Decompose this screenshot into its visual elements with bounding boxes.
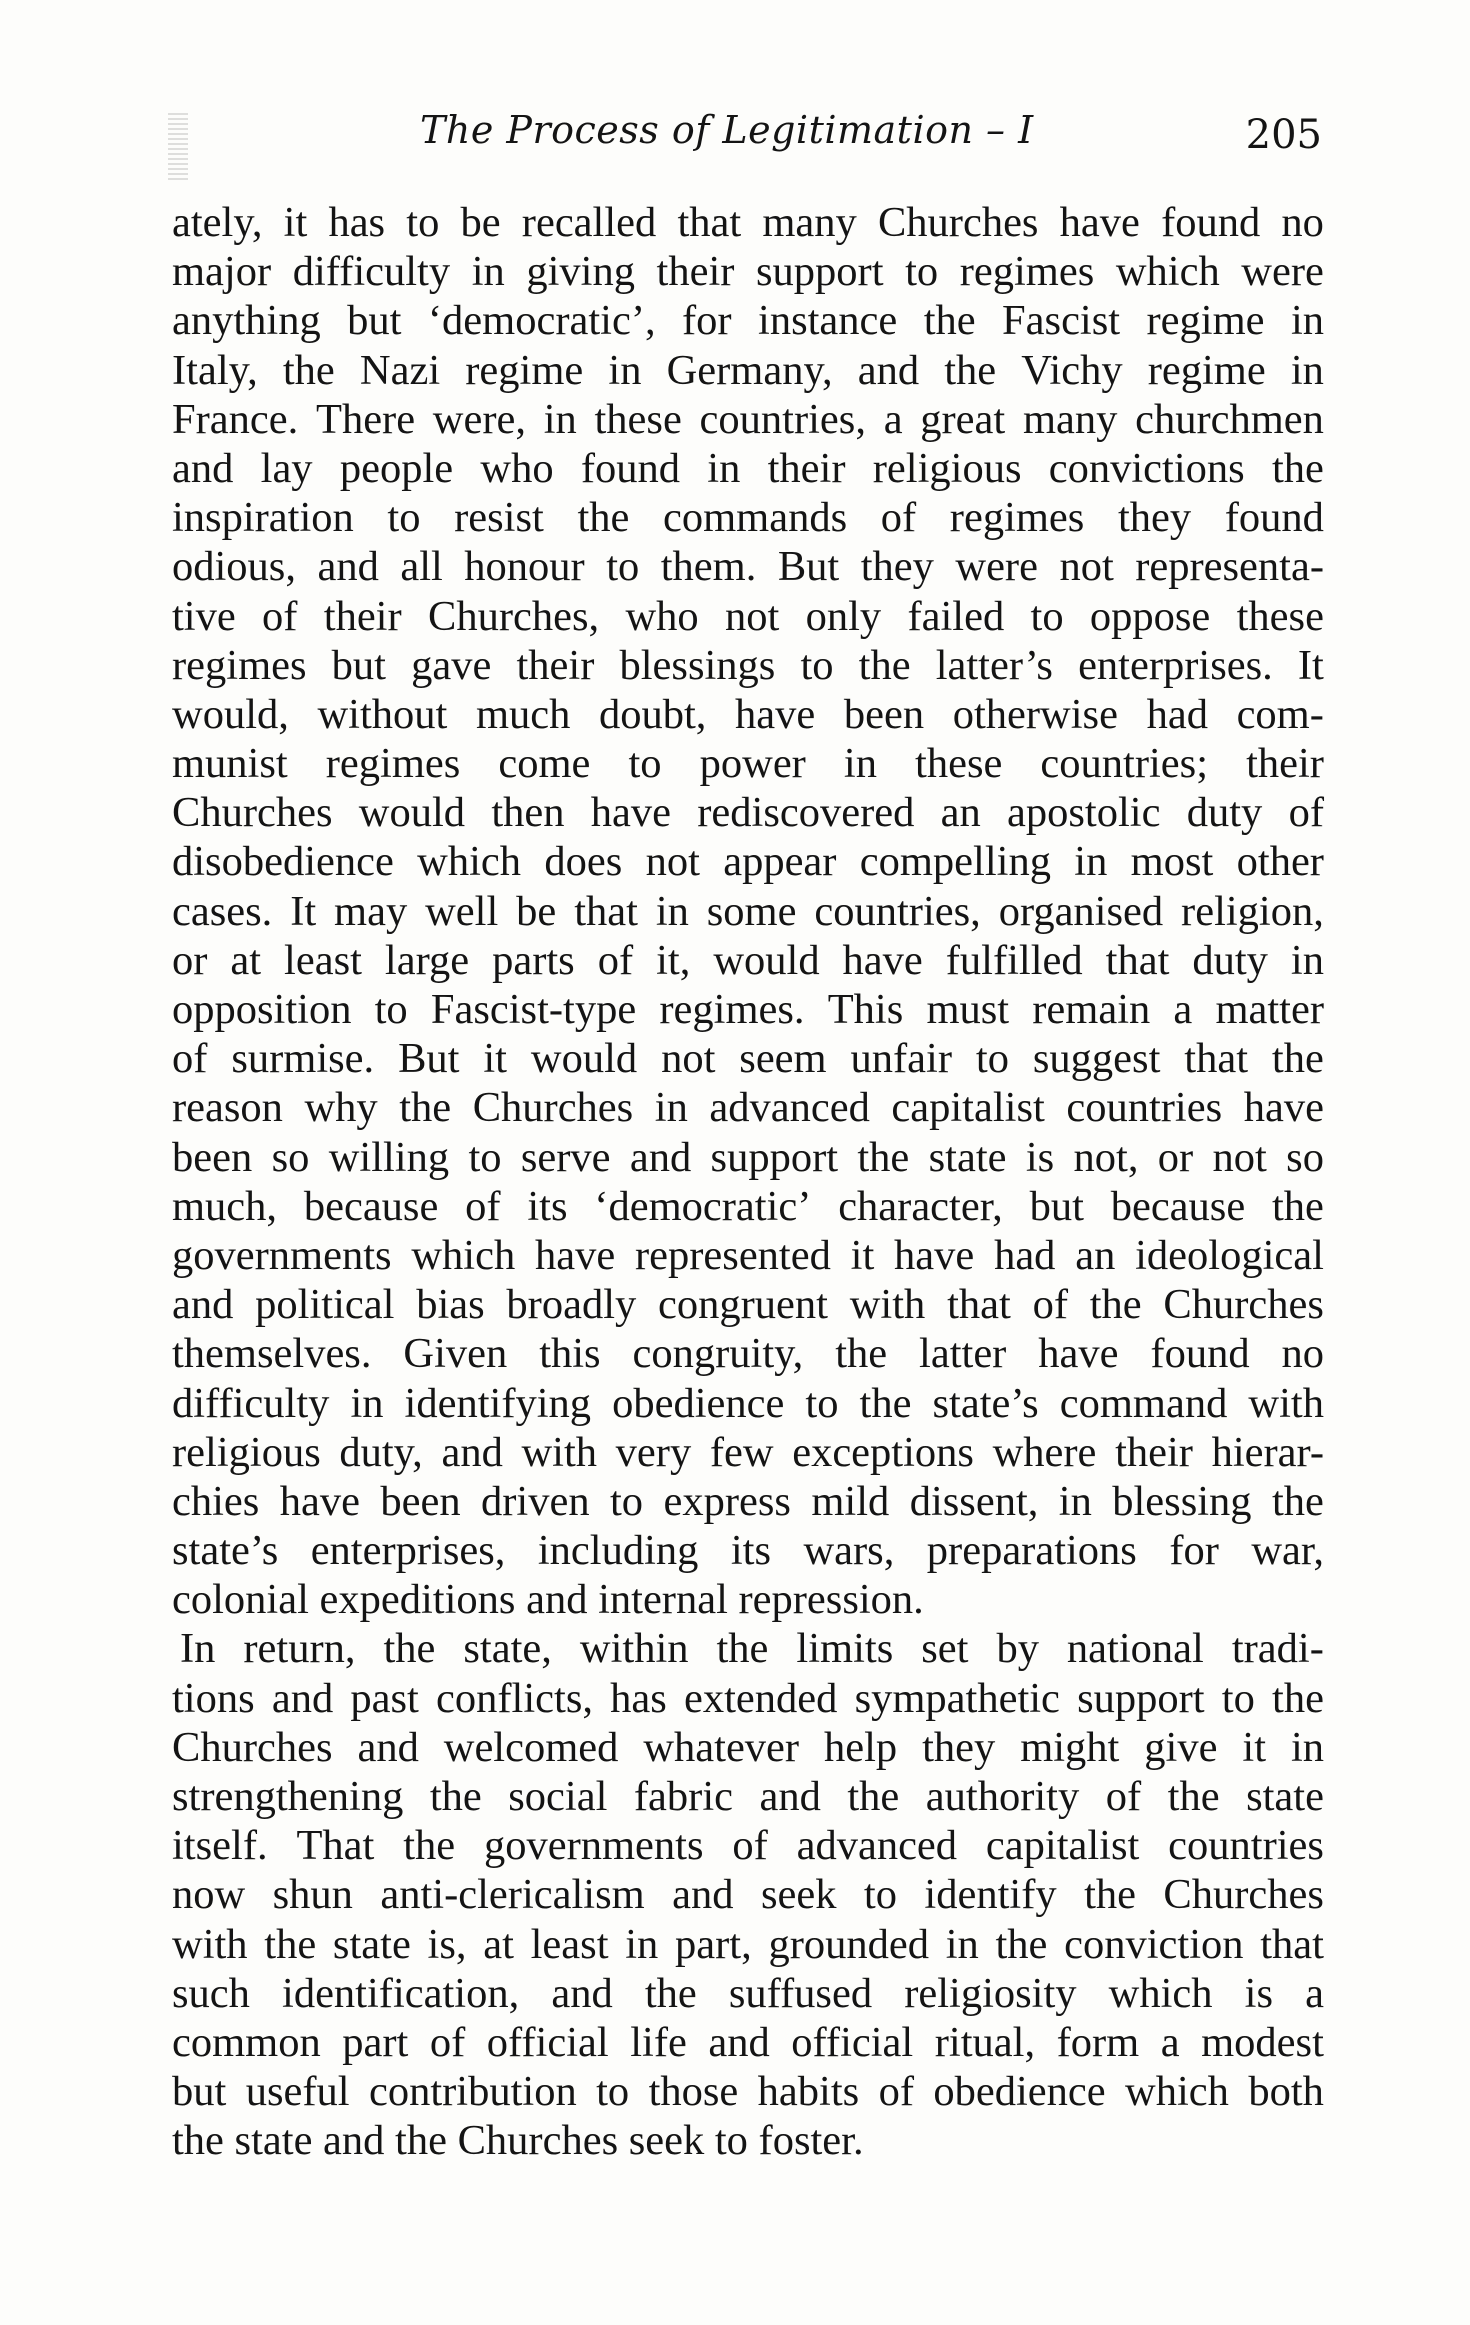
text-line: munist regimes come to power in these countries; their bbox=[172, 740, 1324, 788]
text-line: major difficulty in giving their support to regimes which were bbox=[172, 248, 1324, 296]
text-line: strengthening the social fabric and the authority of the state bbox=[172, 1773, 1324, 1820]
paragraph bbox=[172, 198, 1324, 1624]
text-line: opposition to Fascist-type regimes. This must remain a matter bbox=[172, 986, 1324, 1033]
text-line: themselves. Given this congruity, the latter have found no bbox=[172, 1330, 1324, 1378]
text-line: religious duty, and with very few exceptions where their hierar- bbox=[172, 1428, 1324, 1476]
text-line: and lay people who found in their religious convictions the bbox=[172, 444, 1324, 492]
text-line: colonial expeditions and internal repression. bbox=[172, 1576, 924, 1624]
text-line: and political bias broadly congruent with that of the Churches bbox=[172, 1281, 1324, 1329]
text-line: disobedience which does not appear compelling in most other bbox=[172, 838, 1324, 886]
text-line: odious, and all honour to them. But they were not representa- bbox=[172, 543, 1324, 591]
page-header bbox=[0, 108, 1470, 168]
text-line: chies have been driven to express mild dissent, in blessing the bbox=[172, 1477, 1324, 1525]
text-line: anything but ‘democratic’, for instance the Fascist regime in bbox=[172, 297, 1324, 345]
text-line: itself. That the governments of advanced capitalist countries bbox=[172, 1822, 1324, 1870]
text-line: Italy, the Nazi regime in Germany, and the Vichy regime in bbox=[172, 346, 1324, 394]
page-number: 205 bbox=[1245, 112, 1322, 158]
text-line: Churches and welcomed whatever help they might give it in bbox=[172, 1723, 1324, 1771]
text-line: tions and past conflicts, has extended sympathetic support to the bbox=[172, 1674, 1324, 1722]
text-line: France. There were, in these countries, a great many churchmen bbox=[172, 395, 1324, 443]
running-title: The Process of Legitimation – I bbox=[420, 108, 1034, 152]
text-line: such identification, and the suffused religiosity which is a bbox=[172, 1969, 1324, 2017]
text-line: tive of their Churches, who not only failed to oppose these bbox=[172, 592, 1324, 640]
text-line: In return, the state, within the limits set by national tradi- bbox=[180, 1625, 1324, 1673]
text-line: now shun anti-clericalism and seek to identify the Churches bbox=[172, 1871, 1324, 1919]
text-line: been so willing to serve and support the state is not, or not so bbox=[172, 1133, 1324, 1181]
text-line: of surmise. But it would not seem unfair to suggest that the bbox=[172, 1035, 1324, 1083]
text-line: the state and the Churches seek to foster. bbox=[172, 2117, 864, 2165]
text-line: difficulty in identifying obedience to the state’s command with bbox=[172, 1379, 1324, 1427]
text-line: but useful contribution to those habits of obedience which both bbox=[172, 2068, 1324, 2116]
text-line: state’s enterprises, including its wars, preparations for war, bbox=[172, 1527, 1324, 1575]
body-text bbox=[172, 198, 1324, 2166]
text-line: common part of official life and official ritual, form a modest bbox=[172, 2018, 1324, 2066]
text-line: Churches would then have rediscovered an apostolic duty of bbox=[172, 789, 1324, 837]
text-line: ately, it has to be recalled that many Churches have found no bbox=[172, 199, 1324, 246]
text-line: with the state is, at least in part, grounded in the conviction that bbox=[172, 1920, 1324, 1968]
text-line: inspiration to resist the commands of regimes they found bbox=[172, 494, 1324, 542]
paragraph bbox=[172, 1624, 1324, 2165]
text-line: cases. It may well be that in some countries, organised religion, bbox=[172, 887, 1324, 935]
text-line: much, because of its ‘democratic’ character, but because the bbox=[172, 1182, 1324, 1230]
text-line: governments which have represented it have had an ideological bbox=[172, 1231, 1324, 1279]
text-line: or at least large parts of it, would have fulfilled that duty in bbox=[172, 936, 1324, 984]
text-line: reason why the Churches in advanced capitalist countries have bbox=[172, 1084, 1324, 1132]
text-line: would, without much doubt, have been otherwise had com- bbox=[172, 690, 1324, 738]
text-line: regimes but gave their blessings to the latter’s enterprises. It bbox=[172, 641, 1324, 689]
